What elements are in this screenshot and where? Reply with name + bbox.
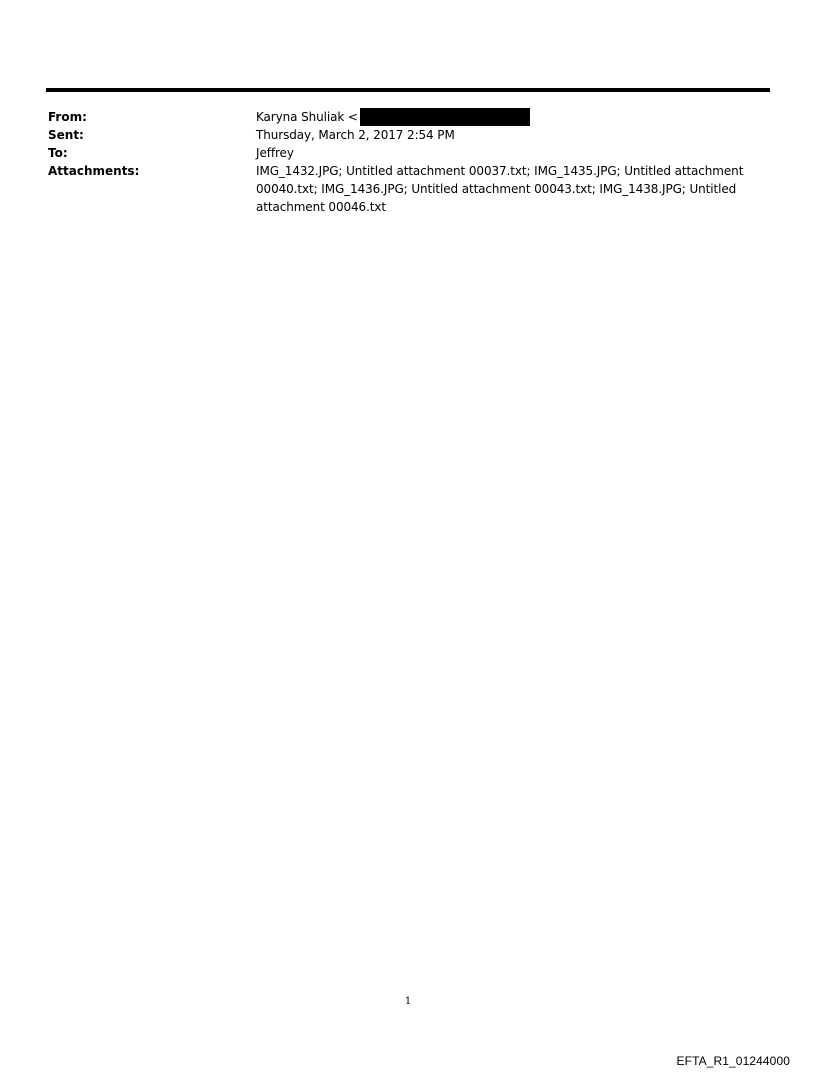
header-divider-rule	[46, 88, 770, 92]
to-value: Jeffrey	[256, 146, 294, 160]
from-label: From:	[48, 110, 87, 124]
to-row	[48, 144, 768, 162]
email-header	[48, 108, 768, 216]
attachments-row	[48, 162, 768, 216]
to-label: To:	[48, 146, 68, 160]
from-value: Karyna Shuliak <	[256, 110, 358, 124]
attachments-value: IMG_1432.JPG; Untitled attachment 00037.txt; IMG_1435.JPG; Untitled attachment 00040.txt; IMG_1436.JPG; Untitled attachment 00043.txt; IMG_1438.JPG; Untitled attachment 00046.txt	[256, 164, 744, 214]
from-value-wrapper	[256, 108, 768, 126]
sent-label: Sent:	[48, 128, 84, 142]
sent-value: Thursday, March 2, 2017 2:54 PM	[256, 128, 455, 142]
page-number: 1	[404, 996, 412, 1007]
sent-row	[48, 126, 768, 144]
from-row	[48, 108, 768, 126]
redaction-box	[360, 108, 530, 126]
bates-number: EFTA_R1_01244000	[676, 1054, 790, 1068]
attachments-label: Attachments:	[48, 164, 140, 178]
